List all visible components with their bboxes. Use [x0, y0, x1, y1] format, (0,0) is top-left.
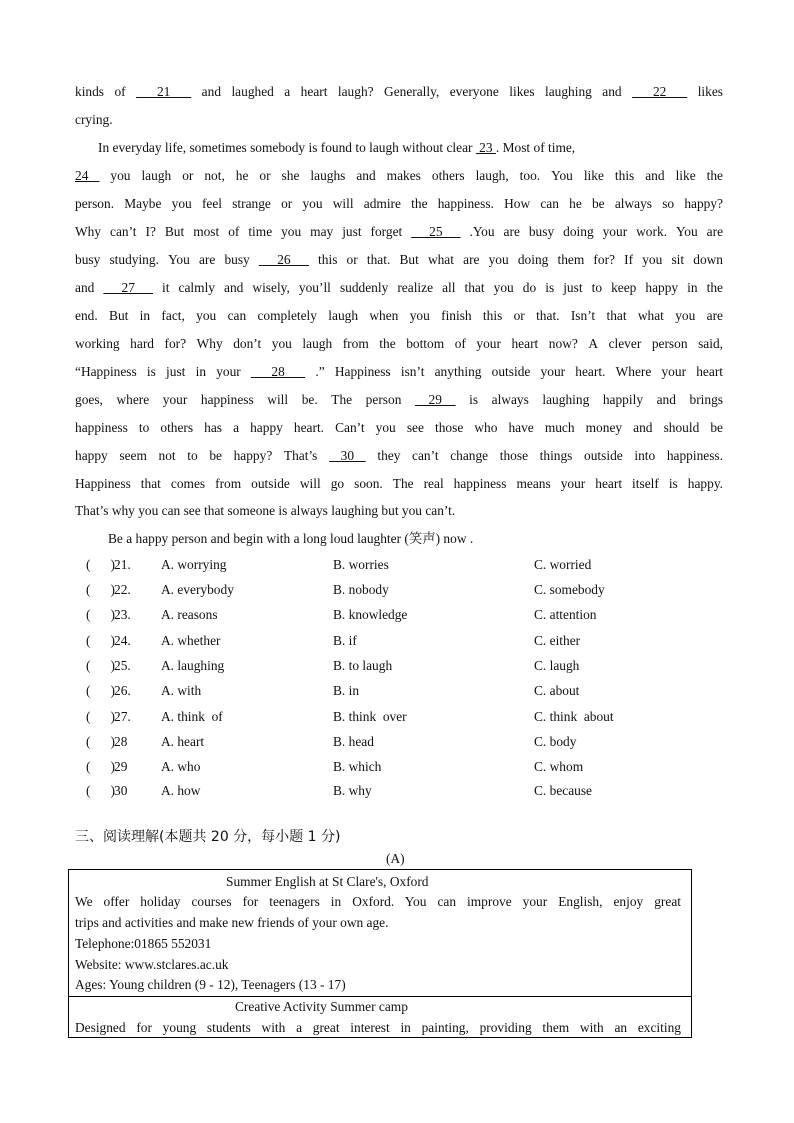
passage-text: crying.: [75, 112, 113, 127]
option-b: B. think over: [333, 709, 407, 724]
question-number: 21.: [114, 557, 131, 572]
blank: 27: [103, 280, 153, 295]
part-label: (A): [386, 851, 405, 866]
blank: 29: [414, 392, 456, 407]
passage-text: end. But in fact, you can completely laugh when you finish this or that. Isn’t that what you are: [75, 308, 723, 323]
option-a: A. everybody: [161, 582, 234, 597]
box-text-line: We offer holiday courses for teenagers in Oxford. You can improve your English, enjoy great: [75, 894, 681, 909]
question-row: [86, 555, 726, 575]
question-number: 22.: [114, 582, 131, 597]
passage-line: [75, 194, 723, 214]
box-website: Website: www.stclares.ac.uk: [75, 957, 229, 972]
passage-line: [75, 110, 723, 130]
option-c: C. because: [534, 783, 593, 798]
passage-line: [75, 418, 723, 438]
question-row: [86, 781, 726, 801]
answer-blank[interactable]: ( ): [86, 709, 116, 724]
passage-line: [75, 222, 723, 242]
blank: 22: [632, 84, 688, 99]
passage-line: [75, 82, 723, 102]
passage-line: [75, 474, 723, 494]
answer-blank[interactable]: ( ): [86, 557, 116, 572]
passage-line: [75, 362, 723, 382]
passage-line: [75, 278, 723, 298]
option-c: C. attention: [534, 607, 597, 622]
question-number: 23.: [114, 607, 131, 622]
passage-line: [75, 446, 723, 466]
box-telephone: Telephone:01865 552031: [75, 936, 212, 951]
passage-line: [75, 334, 723, 354]
passage-line: [75, 390, 723, 410]
passage-text: they can’t change those things outside into happiness.: [365, 448, 723, 463]
passage-text: Be a happy person and begin with a long loud laughter (笑声) now .: [108, 531, 474, 546]
question-number: 28: [114, 734, 128, 749]
option-a: A. heart: [161, 734, 205, 749]
passage-text: and: [75, 280, 104, 295]
passage-text: goes, where your happiness will be. The person: [75, 392, 415, 407]
passage-text: you laugh or not, he or she laughs and makes others laugh, too. You like this and like the: [99, 168, 723, 183]
passage-text: “Happiness is just in your: [75, 364, 251, 379]
question-number: 29: [114, 759, 128, 774]
box-text-line: Designed for young students with a great interest in painting, providing them with an exciting: [75, 1020, 681, 1035]
passage-line: [108, 529, 723, 549]
blank: 24: [75, 168, 100, 183]
reading-info-box: [68, 869, 692, 1038]
passage-line: [75, 250, 723, 270]
answer-blank[interactable]: ( ): [86, 783, 116, 798]
option-c: C. laugh: [534, 658, 580, 673]
question-row: [86, 656, 726, 676]
option-c: C. about: [534, 683, 580, 698]
option-b: B. knowledge: [333, 607, 408, 622]
passage-text: happy seem not to be happy? That’s: [75, 448, 330, 463]
passage-text: is always laughing happily and brings: [455, 392, 723, 407]
option-c: C. worried: [534, 557, 592, 572]
option-c: C. somebody: [534, 582, 605, 597]
passage-text: it calmly and wisely, you’ll suddenly realize all that you do is just to keep happy in the: [153, 280, 723, 295]
answer-blank[interactable]: ( ): [86, 734, 116, 749]
passage-text: In everyday life, sometimes somebody is found to laugh without clear: [98, 140, 476, 155]
passage-text: .” Happiness isn’t anything outside your heart. Where your heart: [305, 364, 723, 379]
question-row: [86, 681, 726, 701]
passage-text: .You are busy doing your work. You are: [460, 224, 724, 239]
question-number: 24.: [114, 633, 131, 648]
passage-line: [98, 138, 723, 158]
option-a: A. laughing: [161, 658, 225, 673]
option-b: B. head: [333, 734, 374, 749]
option-b: B. nobody: [333, 582, 389, 597]
passage-text: Why can’t I? But most of time you may just forget: [75, 224, 412, 239]
option-b: B. if: [333, 633, 357, 648]
passage-text: Happiness that comes from outside will go soon. The real happiness means your heart itself is happy.: [75, 476, 723, 491]
answer-blank[interactable]: ( ): [86, 759, 116, 774]
option-c: C. whom: [534, 759, 584, 774]
question-number: 27.: [114, 709, 131, 724]
question-row: [86, 605, 726, 625]
question-row: [86, 757, 726, 777]
blank: 25: [411, 224, 461, 239]
option-a: A. with: [161, 683, 202, 698]
blank: 30: [329, 448, 366, 463]
passage-text: . Most of time,: [495, 140, 576, 155]
option-a: A. how: [161, 783, 201, 798]
answer-blank[interactable]: ( ): [86, 683, 116, 698]
answer-blank[interactable]: ( ): [86, 582, 116, 597]
question-row: [86, 580, 726, 600]
question-number: 26.: [114, 683, 131, 698]
blank: 23: [475, 140, 496, 155]
option-a: A. who: [161, 759, 201, 774]
passage-line: [75, 166, 723, 186]
blank: 26: [258, 252, 309, 267]
question-number: 25.: [114, 658, 131, 673]
option-b: B. which: [333, 759, 382, 774]
option-a: A. worrying: [161, 557, 227, 572]
question-row: [86, 631, 726, 651]
box-ages: Ages: Young children (9 - 12), Teenagers (13 - 17): [75, 977, 346, 992]
passage-text: this or that. But what are you doing them for? If you sit down: [308, 252, 724, 267]
option-a: A. think of: [161, 709, 223, 724]
answer-blank[interactable]: ( ): [86, 633, 116, 648]
passage-text: and laughed a heart laugh? Generally, everyone likes laughing and: [191, 84, 633, 99]
option-a: A. reasons: [161, 607, 218, 622]
passage-line: [75, 501, 723, 521]
option-c: C. either: [534, 633, 581, 648]
passage-text: happiness to others has a happy heart. Can’t you see those who have much money and should be: [75, 420, 723, 435]
blank: 21: [136, 84, 192, 99]
option-b: B. to laugh: [333, 658, 393, 673]
passage-text: busy studying. You are busy: [75, 252, 259, 267]
box-title-summer-english: Summer English at St Clare's, Oxford: [226, 874, 429, 889]
box-title-creative-camp: Creative Activity Summer camp: [235, 999, 408, 1014]
passage-text: likes: [687, 84, 723, 99]
option-b: B. worries: [333, 557, 389, 572]
answer-blank[interactable]: ( ): [86, 607, 116, 622]
section-title: 三、阅读理解(本题共 20 分，每小题 1 分): [75, 829, 341, 845]
question-row: [86, 707, 726, 727]
option-b: B. why: [333, 783, 372, 798]
passage-line: [75, 306, 723, 326]
passage-text: kinds of: [75, 84, 137, 99]
option-a: A. whether: [161, 633, 221, 648]
option-c: C. body: [534, 734, 577, 749]
passage-text: person. Maybe you feel strange or you will admire the happiness. How can he be always so happy?: [75, 196, 723, 211]
box-text-line: trips and activities and make new friends of your own age.: [75, 915, 389, 930]
passage-text: That’s why you can see that someone is always laughing but you can’t.: [75, 503, 456, 518]
option-b: B. in: [333, 683, 360, 698]
passage-text: working hard for? Why don’t you laugh from the bottom of your heart now? A clever person said,: [75, 336, 723, 351]
answer-blank[interactable]: ( ): [86, 658, 116, 673]
question-row: [86, 732, 726, 752]
option-c: C. think about: [534, 709, 614, 724]
blank: 28: [250, 364, 306, 379]
question-number: 30: [114, 783, 128, 798]
